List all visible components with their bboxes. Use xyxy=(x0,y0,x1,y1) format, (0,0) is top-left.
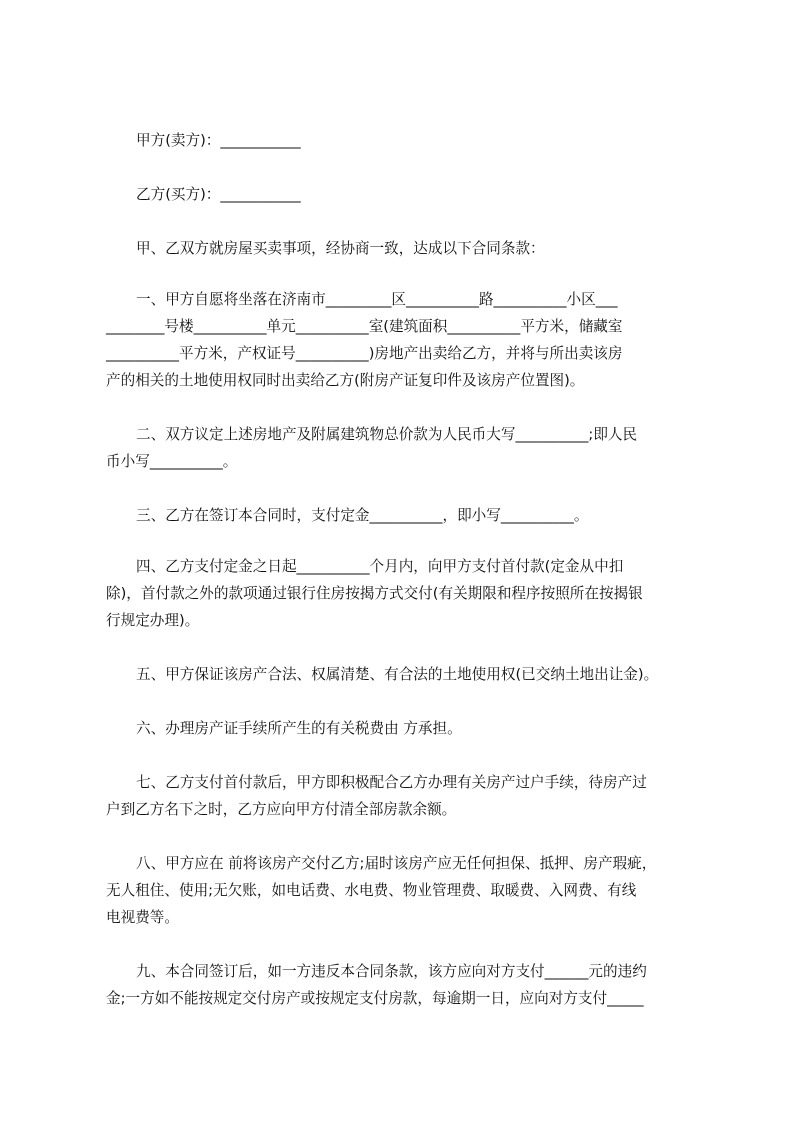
clause-4-line-3: 行规定办理)。 xyxy=(106,612,200,629)
clause-6-line-1: 六、办理房产证手续所产生的有关税费由 方承担。 xyxy=(136,720,462,737)
clause-5-line-1: 五、甲方保证该房产合法、权属清楚、有合法的土地使用权(已交纳土地出让金)。 xyxy=(136,666,659,683)
clause-3-line-1: 三、乙方在签订本合同时，支付定金__________，即小写__________。 xyxy=(136,507,589,524)
clause-9-line-1: 九、本合同签订后，如一方违反本合同条款，该方应向对方支付______元的违约 xyxy=(136,963,647,980)
clause-8-line-3: 电视费等。 xyxy=(106,909,179,926)
clause-8-line-1: 八、甲方应在 前将该房产交付乙方;届时该房产应无任何担保、抵押、房产瑕疵， xyxy=(136,855,657,872)
clause-2-line-2: 币小写__________。 xyxy=(106,453,238,470)
intro-paragraph: 甲、乙双方就房屋买卖事项，经协商一致，达成以下合同条款： xyxy=(136,240,545,257)
clause-1-line-2: ________号楼__________单元__________室(建筑面积__________平方米，储藏室 xyxy=(106,318,623,335)
party-b-line: 乙方(买方)：___________ xyxy=(136,186,301,203)
party-a-line: 甲方(卖方)：___________ xyxy=(136,132,301,149)
clause-1-line-3: __________平方米，产权证号__________)房地产出卖给乙方，并将与所出卖该房 xyxy=(106,345,623,362)
clause-4-line-2: 除)，首付款之外的款项通过银行住房按揭方式交付(有关期限和程序按照所在按揭银 xyxy=(106,585,643,602)
clause-7-line-2: 户到乙方名下之时，乙方应向甲方付清全部房款余额。 xyxy=(106,801,457,818)
clause-1-line-4: 产的相关的土地使用权同时出卖给乙方(附房产证复印件及该房产位置图)。 xyxy=(106,372,585,389)
clause-9-line-2: 金;一方如不能按规定交付房产或按规定支付房款，每逾期一日，应向对方支付_____ xyxy=(106,990,644,1007)
clause-4-line-1: 四、乙方支付定金之日起__________个月内，向甲方支付首付款(定金从中扣 xyxy=(136,558,624,575)
clause-1-line-1: 一、甲方自愿将坐落在济南市_________区__________路__________小区___ xyxy=(136,291,618,308)
clause-7-line-1: 七、乙方支付首付款后，甲方即积极配合乙方办理有关房产过户手续，待房产过 xyxy=(136,774,647,791)
clause-2-line-1: 二、双方议定上述房地产及附属建筑物总价款为人民币大写__________;即人民 xyxy=(136,426,638,443)
clause-8-line-2: 无人租住、使用;无欠账，如电话费、水电费、物业管理费、取暖费、入网费、有线 xyxy=(106,882,637,899)
